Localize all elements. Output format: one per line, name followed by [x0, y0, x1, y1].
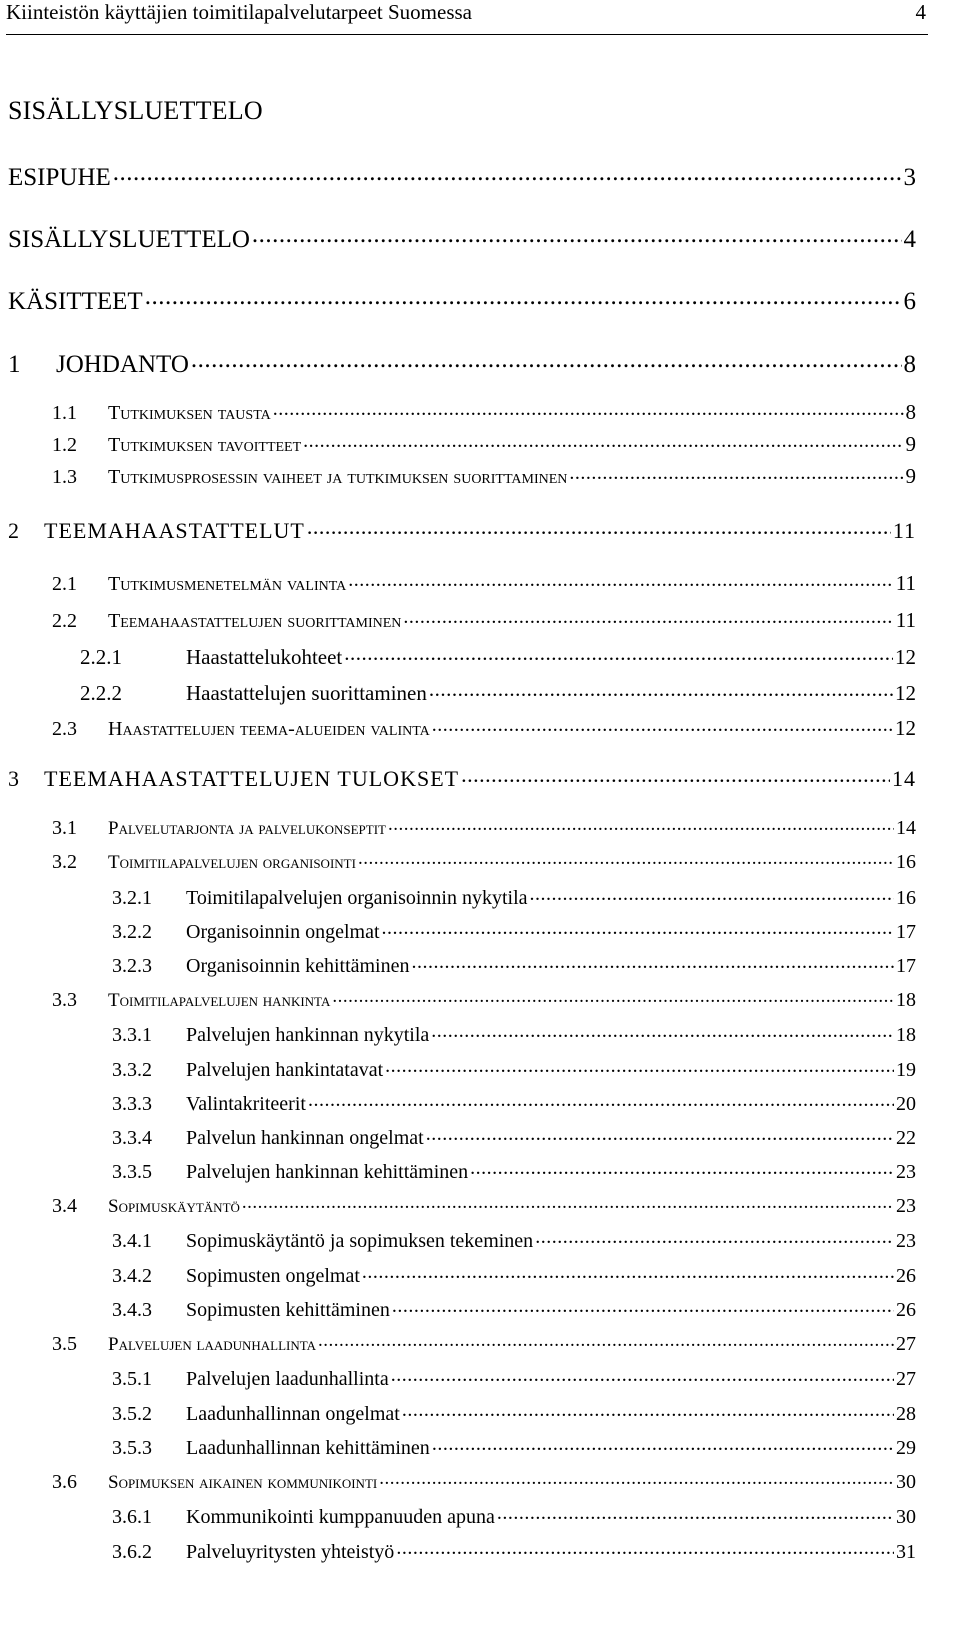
toc-entry-label: TEEMAHAASTATTELUT: [44, 518, 305, 543]
toc-leader-dots: [145, 284, 902, 309]
toc-leader-dots: [382, 918, 895, 938]
toc-entry-number: 2.2: [52, 610, 77, 632]
toc-entry[interactable]: [112, 952, 916, 976]
toc-entry-number: 2: [8, 518, 20, 543]
toc-entry-label: KÄSITTEET: [8, 288, 143, 315]
toc-heading: SISÄLLYSLUETTELO: [8, 96, 263, 125]
toc-leader-dots: [461, 764, 890, 786]
toc-entry-number: 3.2.3: [112, 955, 152, 977]
toc-entry-label: Palvelujen hankintatavat: [186, 1059, 384, 1081]
toc-entry[interactable]: [8, 764, 916, 790]
toc-entry[interactable]: [112, 1090, 916, 1114]
toc-leader-dots: [426, 1124, 894, 1144]
toc-entry[interactable]: [112, 1503, 916, 1527]
toc-entry-page: 3: [903, 164, 916, 191]
toc-entry[interactable]: [52, 463, 916, 487]
toc-entry-page: 12: [895, 645, 916, 669]
toc-entry[interactable]: [80, 679, 916, 704]
toc-entry-page: 23: [896, 1230, 916, 1252]
toc-entry-page: 11: [895, 571, 916, 595]
toc-entry-label: Haastattelukohteet: [186, 645, 343, 669]
toc-entry-label: Kommunikointi kumppanuuden apuna: [186, 1506, 495, 1528]
toc-entry-number: 3.4.1: [112, 1230, 152, 1252]
toc-entry-number: 3.3.5: [112, 1161, 152, 1183]
toc-leader-dots: [569, 463, 903, 483]
toc-entry-page: 17: [896, 921, 916, 943]
toc-entry[interactable]: [8, 222, 916, 252]
toc-entry-number: 3.3.1: [112, 1024, 152, 1046]
toc-entry-page: 23: [896, 1195, 916, 1217]
toc-entry-label: Laadunhallinnan kehittäminen: [186, 1437, 430, 1459]
toc-entry-page: 11: [895, 608, 916, 632]
toc-entry-label: Haastattelujen suorittaminen: [186, 681, 427, 705]
toc-entry-page: 26: [896, 1265, 916, 1287]
toc-entry[interactable]: [52, 1193, 916, 1216]
toc-leader-dots: [379, 1469, 894, 1488]
toc-entry-label: Toimitilapalvelujen organisoinnin nykytila: [186, 887, 528, 909]
toc-entry-label: TEEMAHAASTATTELUJEN TULOKSET: [44, 766, 460, 791]
toc-entry-page: 18: [896, 989, 916, 1011]
toc-entry[interactable]: [112, 1400, 916, 1424]
toc-entry-number: 1.2: [52, 434, 77, 456]
toc-leader-dots: [348, 570, 894, 590]
toc-entry-label: Sopimuskäytäntö: [108, 1196, 240, 1217]
toc-entry-number: 3.2.1: [112, 887, 152, 909]
toc-entry-number: 3.4.3: [112, 1299, 152, 1321]
toc-leader-dots: [252, 222, 902, 247]
toc-entry-number: 2.2.2: [80, 681, 122, 705]
toc-entry-number: 1.3: [52, 466, 77, 488]
toc-leader-dots: [191, 347, 902, 372]
toc-entry-page: 9: [905, 432, 916, 456]
document-title: Kiinteistön käyttäjien toimitilapalvelutarpeet Suomessa: [6, 0, 472, 24]
toc-leader-dots: [242, 1193, 894, 1212]
toc-entry-label: Palvelujen hankinnan kehittäminen: [186, 1161, 469, 1183]
toc-entry[interactable]: [52, 715, 916, 739]
toc-entry-label: JOHDANTO: [56, 351, 189, 378]
toc-entry-page: 12: [895, 681, 916, 705]
toc-entry-page: 12: [895, 716, 916, 740]
toc-entry-label: Palvelujen laadunhallinta: [186, 1368, 389, 1390]
toc-entry-label: Valintakriteerit: [186, 1093, 306, 1115]
toc-entry-number: 3.2.2: [112, 921, 152, 943]
toc-entry-label: Tutkimuksen tausta: [108, 402, 271, 424]
toc-entry-number: 3: [8, 766, 20, 791]
toc-entry-label: Sopimusten kehittäminen: [186, 1299, 390, 1321]
toc-entry[interactable]: [112, 918, 916, 942]
toc-entry-number: 3.5: [52, 1333, 77, 1355]
toc-leader-dots: [530, 884, 894, 904]
toc-entry-label: Toimitilapalvelujen hankinta: [108, 990, 331, 1011]
toc-leader-dots: [303, 431, 903, 451]
toc-entry-number: 1: [8, 351, 21, 378]
toc-leader-dots: [412, 952, 895, 972]
toc-entry-page: 26: [896, 1299, 916, 1321]
toc-leader-dots: [535, 1227, 894, 1247]
toc-entry-label: Toimitilapalvelujen organisointi: [108, 852, 356, 873]
toc-entry-page: 28: [896, 1403, 916, 1425]
toc-entry-page: 16: [896, 851, 916, 873]
toc-entry-number: 2.1: [52, 573, 77, 595]
toc-entry[interactable]: [52, 570, 916, 594]
toc-entry-label: Organisoinnin kehittäminen: [186, 955, 410, 977]
toc-leader-dots: [470, 1158, 894, 1178]
toc-entry-label: Palveluyritysten yhteistyö: [186, 1541, 395, 1563]
toc-entry[interactable]: [8, 516, 916, 542]
toc-entry[interactable]: [52, 1469, 916, 1492]
toc-entry-label: Palvelujen laadunhallinta: [108, 1334, 317, 1355]
toc-entry-label: Teemahaastattelujen suorittaminen: [108, 610, 402, 632]
toc-entry-page: 31: [896, 1541, 916, 1563]
toc-entry-number: 2.2.1: [80, 645, 122, 669]
toc-entry[interactable]: [112, 1227, 916, 1251]
toc-leader-dots: [385, 1056, 894, 1076]
toc-entry[interactable]: [112, 1056, 916, 1080]
toc-entry-number: 3.6: [52, 1471, 77, 1493]
toc-leader-dots: [432, 715, 893, 735]
toc-leader-dots: [332, 987, 894, 1006]
toc-entry-page: 29: [896, 1437, 916, 1459]
toc-leader-dots: [307, 516, 891, 538]
toc-entry[interactable]: [8, 284, 916, 314]
toc-entry-page: 27: [896, 1368, 916, 1390]
toc-entry[interactable]: [8, 347, 916, 377]
toc-entry-page: 11: [892, 518, 916, 543]
toc-entry-label: Sopimusten ongelmat: [186, 1265, 360, 1287]
toc-entry-number: 3.6.1: [112, 1506, 152, 1528]
toc-entry-label: Tutkimuksen tavoitteet: [108, 434, 302, 456]
toc-entry-page: 17: [896, 955, 916, 977]
toc-leader-dots: [362, 1262, 894, 1282]
toc-entry-label: Haastattelujen teema-alueiden valinta: [108, 718, 430, 740]
toc-entry-page: 22: [896, 1127, 916, 1149]
toc-entry-label: Palvelutarjonta ja palvelukonseptit: [108, 818, 386, 839]
toc-entry[interactable]: [8, 160, 916, 190]
toc-entry-label: SISÄLLYSLUETTELO: [8, 226, 250, 253]
toc-entry[interactable]: [52, 431, 916, 455]
toc-entry-page: 23: [896, 1161, 916, 1183]
toc-leader-dots: [429, 679, 893, 700]
toc-entry-label: Sopimuskäytäntö ja sopimuksen tekeminen: [186, 1230, 534, 1252]
toc-entry[interactable]: [112, 884, 916, 908]
toc-entry-page: 8: [903, 351, 916, 378]
toc-leader-dots: [402, 1400, 894, 1420]
toc-leader-dots: [318, 1331, 894, 1350]
toc-entry-page: 20: [896, 1093, 916, 1115]
toc-entry[interactable]: [112, 1365, 916, 1389]
toc-leader-dots: [396, 1538, 894, 1558]
toc-entry-label: Laadunhallinnan ongelmat: [186, 1403, 400, 1425]
toc-entry[interactable]: [52, 815, 916, 838]
toc-entry-page: 4: [903, 226, 916, 253]
toc-leader-dots: [403, 607, 893, 627]
toc-leader-dots: [497, 1503, 894, 1523]
toc-entry-number: 3.6.2: [112, 1541, 152, 1563]
toc-leader-dots: [113, 160, 902, 185]
toc-entry[interactable]: [112, 1538, 916, 1562]
toc-entry-page: 30: [896, 1471, 916, 1493]
toc-entry-number: 3.3.3: [112, 1093, 152, 1115]
toc-leader-dots: [388, 815, 894, 834]
toc-entry-page: 8: [905, 400, 916, 424]
toc-leader-dots: [392, 1296, 894, 1316]
toc-entry-label: Organisoinnin ongelmat: [186, 921, 380, 943]
toc-entry[interactable]: [52, 607, 916, 631]
toc-entry-page: 14: [892, 766, 916, 791]
toc-entry[interactable]: [52, 849, 916, 872]
toc-entry-page: 19: [896, 1059, 916, 1081]
toc-entry[interactable]: [52, 399, 916, 423]
toc-entry-page: 14: [896, 817, 916, 839]
toc-entry-page: 18: [896, 1024, 916, 1046]
toc-entry-page: 16: [896, 887, 916, 909]
toc-entry[interactable]: [52, 1331, 916, 1354]
toc-entry-number: 3.1: [52, 817, 77, 839]
toc-entry-label: ESIPUHE: [8, 164, 111, 191]
toc-entry[interactable]: [112, 1021, 916, 1045]
toc-entry[interactable]: [112, 1434, 916, 1458]
page-number: 4: [915, 0, 926, 24]
toc-entry-label: Palvelun hankinnan ongelmat: [186, 1127, 424, 1149]
toc-entry[interactable]: [112, 1158, 916, 1182]
toc-entry-number: 3.2: [52, 851, 77, 873]
toc-entry-label: Tutkimusprosessin vaiheet ja tutkimuksen suorittaminen: [108, 466, 568, 488]
toc-leader-dots: [432, 1434, 894, 1454]
toc-entry[interactable]: [112, 1296, 916, 1320]
toc-leader-dots: [431, 1021, 894, 1041]
toc-entry-number: 3.5.2: [112, 1403, 152, 1425]
toc-entry-page: 27: [896, 1333, 916, 1355]
toc-entry-number: 3.5.3: [112, 1437, 152, 1459]
toc-entry-number: 3.3.2: [112, 1059, 152, 1081]
toc-entry-number: 3.4.2: [112, 1265, 152, 1287]
toc-leader-dots: [344, 643, 893, 664]
toc-leader-dots: [358, 849, 894, 868]
toc-entry[interactable]: [112, 1262, 916, 1286]
toc-entry-number: 2.3: [52, 718, 77, 740]
toc-entry-number: 1.1: [52, 402, 77, 424]
toc-entry-number: 3.4: [52, 1195, 77, 1217]
toc-leader-dots: [308, 1090, 894, 1110]
toc-entry-page: 6: [903, 288, 916, 315]
toc-entry-page: 30: [896, 1506, 916, 1528]
toc-entry-page: 9: [905, 464, 916, 488]
toc-entry-number: 3.3: [52, 989, 77, 1011]
toc-entry[interactable]: [80, 643, 916, 668]
toc-leader-dots: [273, 399, 904, 419]
toc-entry-number: 3.5.1: [112, 1368, 152, 1390]
toc-entry-number: 3.3.4: [112, 1127, 152, 1149]
toc-entry-label: Palvelujen hankinnan nykytila: [186, 1024, 430, 1046]
toc-entry-label: Sopimuksen aikainen kommunikointi: [108, 1472, 378, 1493]
toc-entry[interactable]: [112, 1124, 916, 1148]
toc-entry[interactable]: [52, 987, 916, 1010]
toc-leader-dots: [391, 1365, 894, 1385]
toc-entry-label: Tutkimusmenetelmän valinta: [108, 573, 347, 595]
